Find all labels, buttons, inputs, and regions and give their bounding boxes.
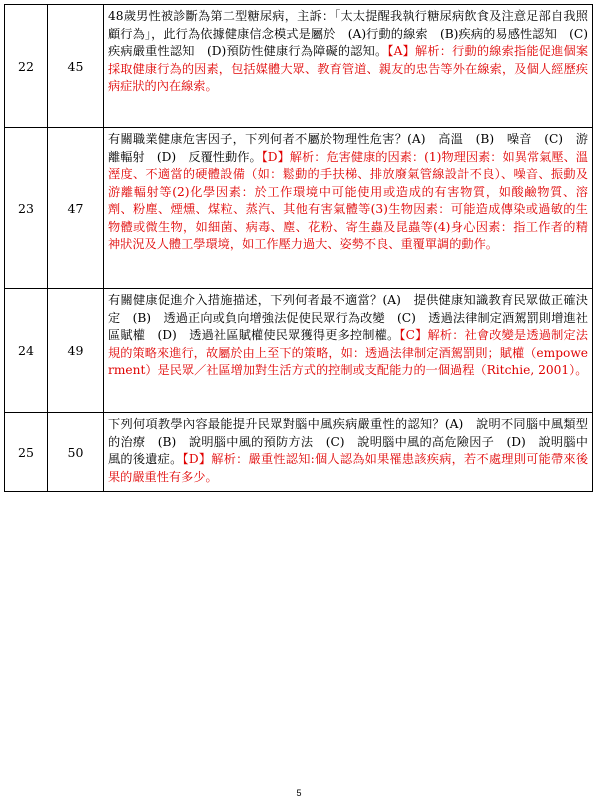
table-row (5, 413, 593, 492)
table-row (5, 128, 593, 289)
table-row (5, 5, 593, 128)
question-cell (104, 289, 593, 413)
question-cell (104, 128, 593, 289)
row-index: 25 (5, 413, 48, 492)
row-index: 24 (5, 289, 48, 413)
page-number: 5 (296, 788, 302, 798)
question-table (4, 4, 593, 492)
question-number: 50 (48, 413, 104, 492)
row-index: 23 (5, 128, 48, 289)
question-number: 49 (48, 289, 104, 413)
question-text: 有關職業健康危害因子，下列何者不屬於物理性危害？(A) 高溫 (B) 噪音 (C) 游離輻射 (D) 反覆性動作。 (108, 132, 588, 164)
answer-explanation: 【D】解析：嚴重性認知:個人認為如果罹患該疾病，若不處理則可能帶來後果的嚴重性有多少。 (108, 452, 589, 484)
question-number: 45 (48, 5, 104, 128)
question-cell (104, 413, 593, 492)
table-row (5, 289, 593, 413)
answer-explanation: 【A】解析：行動的線索指能促進個案採取健康行為的因素，包括媒體大眾、教育管道、親友的忠告等外在線索，及個人經歷疾病症狀的內在線索。 (108, 44, 589, 93)
answer-explanation: 【D】解析：危害健康的因素：(1)物理因素：如異常氣壓、溫溼度、不適當的硬體設備（如：鬆動的手扶梯、排放廢氣管線設計不良）、噪音、振動及游離輻射等(2)化學因素：於工作環境中可能使用或造成的有害物質，如酸鹼物質、溶劑、粉塵、煙燻、煤粒、蒸汽、其他有害氣體等(3)生物因素：可能造成傳染或過敏的生物體或微生物，如細菌、病毒、塵、花粉、寄生蟲及昆蟲等(4)身心因素：指工作者的精神狀況及人體工學環境，如工作壓力過大、姿勢不良、重覆單調的動作。 (108, 149, 588, 251)
question-number: 47 (48, 128, 104, 289)
question-text: 有關健康促進介入措施描述，下列何者最不適當？(A) 提供健康知識教育民眾做正確決定 (B) 透過正向或負向增強法促使民眾行為改變 (C) 透過法律制定酒駕罰則增進社區賦權 (D) 透過社區賦權使民眾獲得更多控制權。 (108, 293, 588, 342)
row-index: 22 (5, 5, 48, 128)
question-text: 下列何項教學內容最能提升民眾對腦中風疾病嚴重性的認知？(A) 說明不同腦中風類型的治療 (B) 說明腦中風的預防方法 (C) 說明腦中風的高危險因子 (D) 說明腦中風的後遺症。 (108, 417, 588, 466)
answer-explanation: 【C】解析：社會改變是透過制定法規的策略來進行，故屬於由上至下的策略，如：透過法律制定酒駕罰則；賦權（empowerment）是民眾／社區增加對生活方式的控制或支配能力的一個過程（Ritchie, 2001）。 (108, 328, 588, 377)
question-text: 48歲男性被診斷為第二型糖尿病，主訴：「太太提醒我執行糖尿病飲食及注意足部自我照顧行為」，此行為依據健康信念模式是屬於 (A)行動的線索 (B)疾病的易感性認知 (C)疾病嚴重性認知 (D)預防性健康行為障礙的認知。 (108, 9, 588, 58)
question-cell (104, 5, 593, 128)
